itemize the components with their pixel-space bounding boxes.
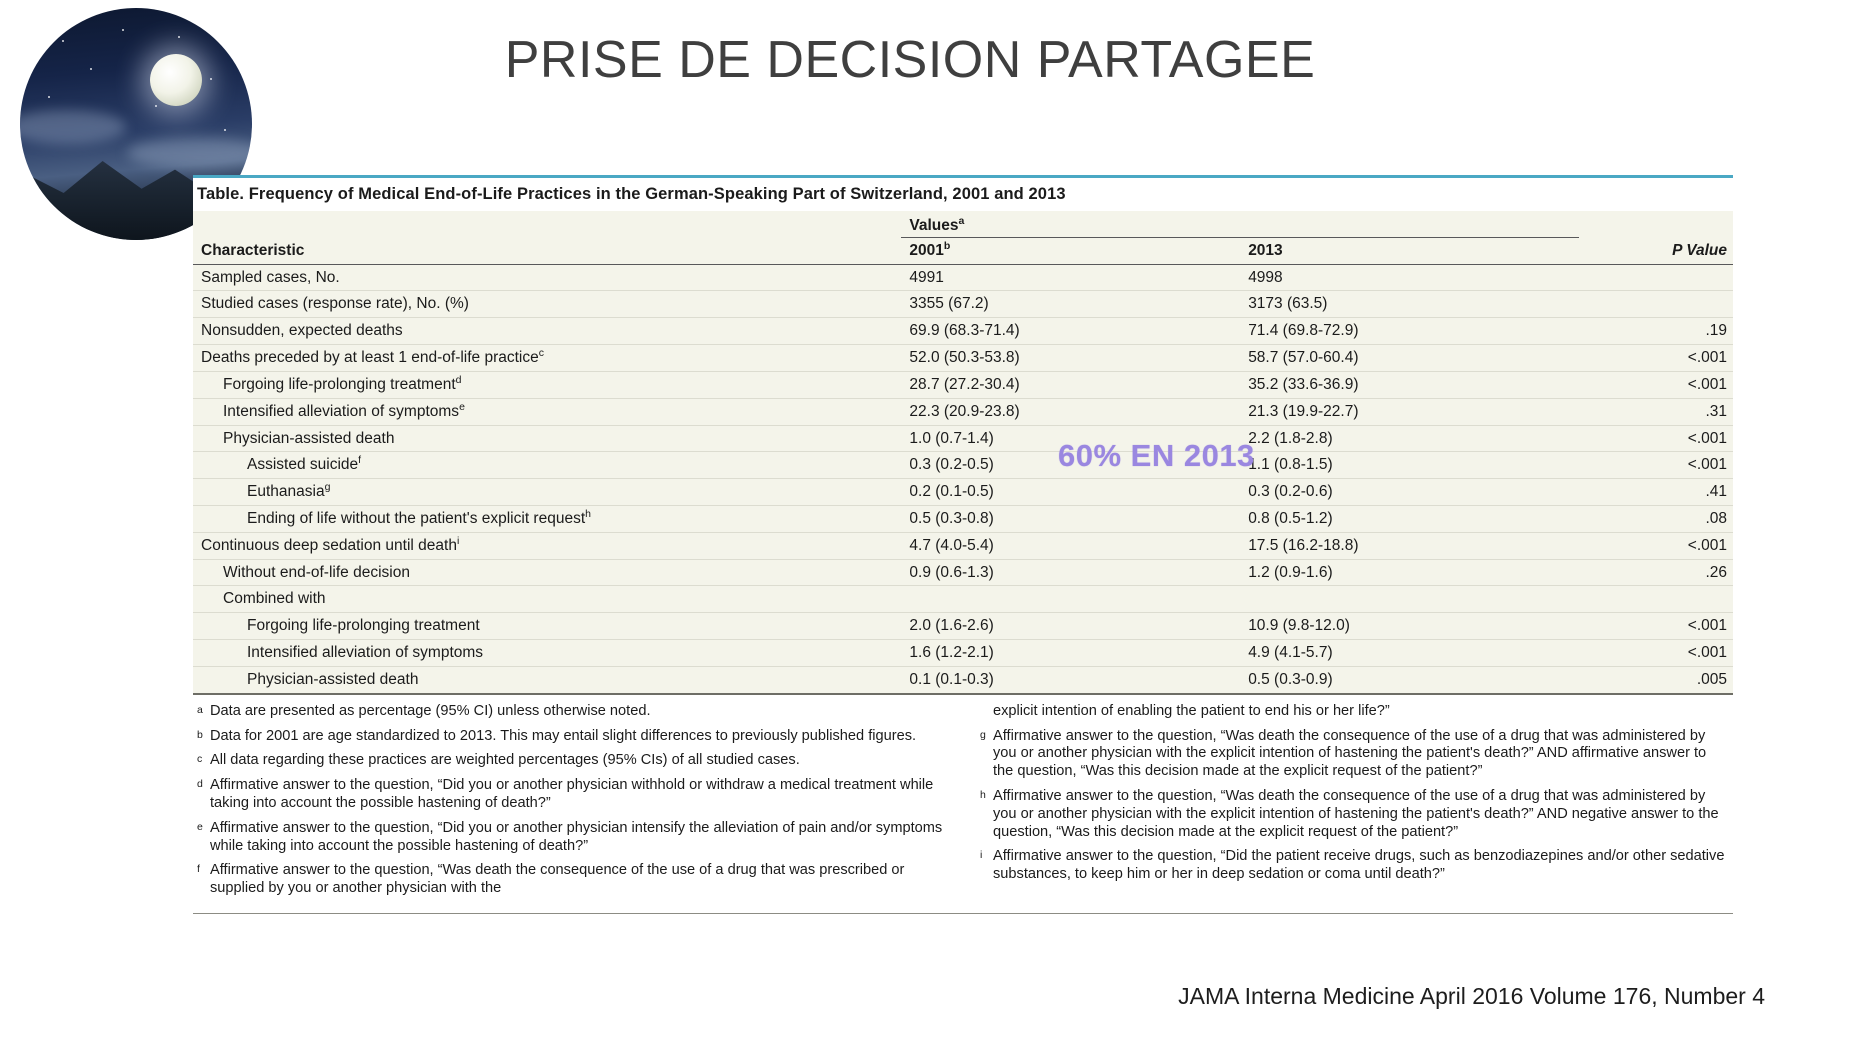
table-row [193, 666, 1733, 692]
cell-value-2013: 21.3 (19.9-22.7) [1240, 398, 1579, 425]
cell-p-value [1579, 291, 1733, 318]
cell-value-2013: 58.7 (57.0-60.4) [1240, 345, 1579, 372]
cell-value-2013: 2.2 (1.8-2.8) [1240, 425, 1579, 452]
cell-value-2001: 2.0 (1.6-2.6) [901, 613, 1240, 640]
cell-p-value: .005 [1696, 670, 1727, 688]
cell-value-2001: 1.0 (0.7-1.4) [901, 425, 1240, 452]
col-header-2001 [901, 237, 1240, 264]
footnote-text: Affirmative answer to the question, “Was death the consequence of the use of a drug that was administered by you or another physician with the explicit intention of hastening the patient's death?” AND negative answer to the question, “Was this decision made at the explicit request of the patient?” [993, 788, 1719, 840]
values-group-label: Values [909, 217, 959, 234]
table-row [193, 452, 1733, 479]
row-label-text: Ending of life without the patient's explicit request [247, 509, 586, 527]
row-label [193, 479, 901, 506]
footnote-text: Data for 2001 are age standardized to 2013. This may entail slight differences to previously published figures. [210, 727, 917, 744]
cell-p-value: <.001 [1579, 613, 1733, 640]
row-label [193, 666, 901, 692]
footnote-marker: b [197, 728, 203, 741]
row-label [193, 318, 901, 345]
cell-value-2001: 0.1 (0.1-0.3) [909, 670, 994, 688]
row-label-text: Physician-assisted death [247, 670, 419, 688]
row-label-text: Without end-of-life decision [223, 563, 410, 581]
footnote-text: Affirmative answer to the question, “Did you or another physician intensify the alleviation of pain and/or symptoms while taking into account the possible hastening of death?” [210, 819, 943, 854]
cell-p-value [1579, 264, 1733, 291]
row-label-text: Physician-assisted death [223, 429, 395, 447]
row-label-text: Euthanasia [247, 483, 325, 501]
footnotes-right-column [980, 703, 1729, 905]
cell-p-value: <.001 [1579, 452, 1733, 479]
table-body [193, 264, 1733, 693]
table-row [193, 505, 1733, 532]
cell-value-2013: 1.1 (0.8-1.5) [1240, 452, 1579, 479]
cell-value-2013: 3173 (63.5) [1240, 291, 1579, 318]
footnote-marker: g [980, 728, 986, 741]
row-label-sup: c [538, 346, 544, 359]
empty-header-cell [193, 211, 901, 237]
footnote-item [197, 777, 946, 813]
footnote-text: Affirmative answer to the question, “Did the patient receive drugs, such as benzodiazepines and/or other sedative substances, to keep him or her in deep sedation or coma until death?” [993, 848, 1725, 883]
cell-value-2013: 10.9 (9.8-12.0) [1240, 613, 1579, 640]
row-label [193, 532, 901, 559]
row-label [193, 425, 901, 452]
row-label-text: Nonsudden, expected deaths [201, 322, 403, 340]
row-label [193, 291, 901, 318]
footnote-item [197, 862, 946, 898]
footnote-marker: d [197, 778, 203, 791]
col-header-pvalue [1579, 237, 1733, 264]
footnote-marker: e [197, 820, 203, 833]
footnote-marker: h [980, 789, 986, 801]
row-label-text: Combined with [223, 590, 326, 608]
cell-value-2013: 35.2 (33.6-36.9) [1240, 371, 1579, 398]
footnote-item [980, 788, 1729, 841]
cell-p-value: <.001 [1579, 371, 1733, 398]
footnote-text: Affirmative answer to the question, “Was death the consequence of the use of a drug that was administered by you or another physician with the explicit intention of hastening the patient's death?” AND affirmative answer to the question, “Was this decision made at the explicit request of the patient?” [993, 727, 1707, 780]
table-row [193, 291, 1733, 318]
cell-p-value: <.001 [1579, 345, 1733, 372]
footnote-marker: i [980, 849, 983, 862]
overlay-annotation: 60% EN 2013 [1058, 438, 1255, 473]
col-header-characteristic: Characteristic [193, 237, 901, 264]
row-label-text: Studied cases (response rate), No. (%) [201, 295, 469, 313]
footnote-text: Data are presented as percentage (95% CI) unless otherwise noted. [210, 702, 651, 719]
values-group-header [901, 211, 1579, 237]
table-column-header-row [193, 237, 1733, 264]
table-header [193, 211, 1733, 264]
row-label [193, 398, 901, 425]
footnote-bottom-rule [193, 913, 1733, 914]
cell-p-value: <.001 [1579, 640, 1733, 667]
footnote-item [980, 728, 1729, 781]
cell-p-value: <.001 [1579, 425, 1733, 452]
row-label-text: Sampled cases, No. [201, 268, 340, 286]
table-group-header-row [193, 211, 1733, 237]
cell-p-value: .41 [1579, 479, 1733, 506]
table-row [193, 640, 1733, 667]
table-row [193, 264, 1733, 291]
row-label-sup: d [455, 373, 462, 386]
col-header-2013: 2013 [1240, 237, 1579, 264]
cell-value-2001: 0.3 (0.2-0.5) [901, 452, 1240, 479]
cell-value-2001: 4.7 (4.0-5.4) [901, 532, 1240, 559]
row-label-sup: i [456, 534, 460, 547]
row-label [193, 613, 901, 640]
cell-p-value: .19 [1579, 318, 1733, 345]
row-label-text: Intensified alleviation of symptoms [247, 644, 484, 661]
table-row [193, 479, 1733, 506]
table-caption: Table. Frequency of Medical End-of-Life Practices in the German-Speaking Part of Switzerland, 2001 and 2013 [193, 178, 1733, 211]
footnote-item [197, 752, 946, 770]
footnote-item [980, 848, 1729, 884]
row-label-sup: g [324, 480, 331, 493]
cell-p-value: .26 [1579, 559, 1733, 586]
row-label-text: Continuous deep sedation until death [201, 536, 457, 554]
cell-value-2013: 1.2 (0.9-1.6) [1240, 559, 1579, 586]
footnote-item [197, 728, 946, 746]
footnote-marker: c [197, 753, 203, 766]
row-label-text: Deaths preceded by at least 1 end-of-life practice [201, 349, 539, 367]
row-label [193, 345, 901, 372]
cell-value-2013: 17.5 (16.2-18.8) [1240, 532, 1579, 559]
footnote-item [197, 703, 946, 721]
page-title: PRISE DE DECISION PARTAGEE [504, 31, 1316, 89]
row-label-text: Forgoing life-prolonging treatment [247, 617, 480, 635]
cell-value-2001: 28.7 (27.2-30.4) [901, 371, 1240, 398]
footnote-item [197, 820, 946, 856]
table-row [193, 532, 1733, 559]
cell-value-2001: 4991 [901, 264, 1240, 291]
row-label [193, 452, 901, 479]
moon-icon [150, 54, 202, 106]
cell-p-value [1579, 586, 1733, 613]
footnote-text: Affirmative answer to the question, “Was death the consequence of the use of a drug that was prescribed or supplied by you or another physician with the [210, 862, 905, 897]
footnote-text: explicit intention of enabling the patient to end his or her life?” [993, 702, 1390, 719]
col-header-2001-label: 2001 [909, 241, 944, 259]
table-row [193, 613, 1733, 640]
cell-value-2001: 52.0 (50.3-53.8) [901, 345, 1240, 372]
cell-p-value: .31 [1579, 398, 1733, 425]
footnotes-left-column [197, 703, 946, 905]
table-footnotes [193, 695, 1733, 911]
cell-p-value: <.001 [1579, 532, 1733, 559]
row-label-text: Assisted suicide [247, 456, 359, 474]
col-header-pvalue-label: P Value [1672, 241, 1727, 259]
row-label-sup: e [459, 400, 465, 413]
table-row [193, 398, 1733, 425]
row-label [193, 640, 901, 667]
table-row [193, 371, 1733, 398]
empty-header-cell-2 [1579, 211, 1733, 237]
cell-value-2001: 3355 (67.2) [901, 291, 1240, 318]
table-row [193, 318, 1733, 345]
table-row [193, 345, 1733, 372]
table-row [193, 559, 1733, 586]
row-label-text: Intensified alleviation of symptoms [223, 402, 460, 420]
cell-value-2001: 22.3 (20.9-23.8) [901, 398, 1240, 425]
footnote-text: Affirmative answer to the question, “Did you or another physician withhold or withdraw a medical treatment while taking into account the possible hastening of death?” [210, 777, 934, 811]
cell-value-2013: 0.3 (0.2-0.6) [1240, 479, 1579, 506]
cell-value-2013: 0.8 (0.5-1.2) [1240, 505, 1579, 532]
footnote-text: All data regarding these practices are weighted percentages (95% CIs) of all studied cases. [210, 752, 800, 769]
values-group-sup: a [958, 214, 965, 227]
cell-value-2013: 4.9 (4.1-5.7) [1240, 640, 1579, 667]
row-label [193, 505, 901, 532]
table-row [193, 586, 1733, 613]
figure-table-block [193, 175, 1733, 914]
cell-value-2001: 0.5 (0.3-0.8) [901, 505, 1240, 532]
cell-value-2001: 1.6 (1.2-2.1) [901, 640, 1240, 667]
row-label [193, 559, 901, 586]
cell-value-2001: 0.9 (0.6-1.3) [901, 559, 1240, 586]
col-header-2001-sup: b [943, 239, 951, 252]
cell-value-2013 [1240, 586, 1579, 613]
row-label-text: Forgoing life-prolonging treatment [223, 375, 456, 393]
footnote-marker: a [197, 703, 203, 716]
footnote-marker: f [197, 863, 200, 876]
row-label [193, 371, 901, 398]
row-label [193, 586, 901, 613]
cell-value-2001: 0.2 (0.1-0.5) [901, 479, 1240, 506]
cell-p-value: .08 [1579, 505, 1733, 532]
cell-value-2013: 4998 [1240, 264, 1579, 291]
cell-value-2001 [901, 586, 1240, 613]
table-row [193, 425, 1733, 452]
footnote-item [980, 703, 1729, 721]
row-label [193, 264, 901, 291]
cell-value-2001: 69.9 (68.3-71.4) [901, 318, 1240, 345]
end-of-life-practices-table [193, 211, 1733, 693]
row-label-sup: f [358, 454, 362, 467]
cell-value-2013: 0.5 (0.3-0.9) [1248, 670, 1333, 688]
row-label-sup: h [585, 507, 591, 520]
source-citation: JAMA Interna Medicine April 2016 Volume 176, Number 4 [1178, 983, 1765, 1009]
cell-value-2013: 71.4 (69.8-72.9) [1240, 318, 1579, 345]
